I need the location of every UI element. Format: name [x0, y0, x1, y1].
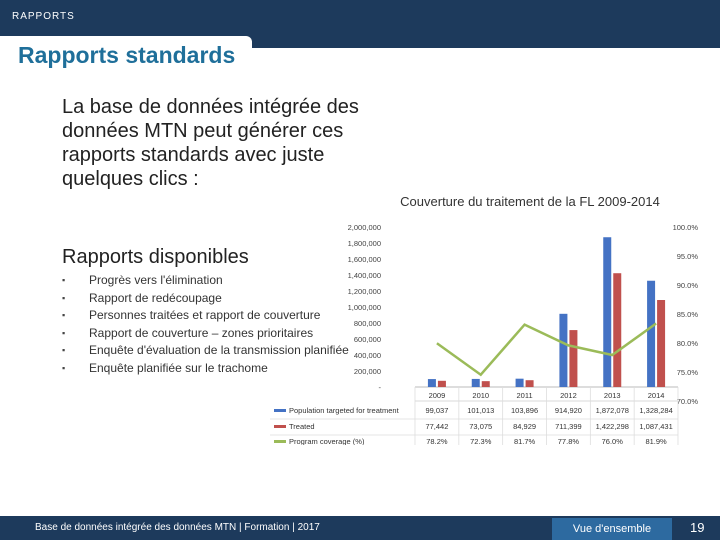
y2-tick-label: 90.0% [676, 281, 698, 290]
table-cell: 99,037 [425, 406, 449, 415]
bullet-icon: ▪ [62, 327, 66, 338]
table-cell: 103,896 [511, 406, 539, 415]
bar [569, 330, 577, 387]
reports-heading: Rapports disponibles [62, 246, 249, 268]
bullet-icon: ▪ [62, 275, 66, 285]
table-cell: 77,442 [425, 422, 449, 431]
footer-text: Base de données intégrée des données MTN | Formation | 2017 [35, 522, 320, 533]
table-cell: 73,075 [469, 422, 493, 431]
bar [428, 379, 436, 387]
bar [613, 273, 621, 387]
legend-label: Treated [289, 422, 315, 431]
y-tick-label: 600,000 [353, 335, 381, 344]
report-item-label: Enquête planifiée sur le trachome [89, 360, 268, 375]
intro-text: La base de données intégrée des données MTN peut générer ces rapports standards avec juste quelques clics : [62, 96, 359, 190]
category-label: 2013 [603, 391, 621, 400]
y2-tick-label: 85.0% [676, 310, 698, 319]
y2-tick-label: 95.0% [676, 252, 698, 261]
report-item-label: Personnes traitées et rapport de couverture [89, 308, 321, 322]
table-cell: 77.8% [557, 437, 580, 445]
bar [516, 379, 524, 387]
y2-tick-label: 70.0% [676, 397, 698, 406]
y-tick-label: 200,000 [353, 367, 381, 376]
category-label: 2011 [516, 391, 533, 400]
category-label: 2014 [647, 391, 665, 400]
y-tick-label: 1,800,000 [347, 239, 381, 248]
table-cell: 81.7% [513, 437, 536, 445]
table-cell: 1,087,431 [639, 422, 673, 431]
bullet-icon: ▪ [62, 292, 66, 303]
table-cell: 711,399 [555, 422, 582, 431]
table-cell: 81.9% [645, 437, 667, 445]
bar [438, 381, 446, 387]
y-tick-label: 400,000 [353, 351, 381, 360]
y2-tick-label: 100.0% [672, 223, 698, 232]
bar [647, 281, 655, 387]
section-label: RAPPORTS [12, 11, 75, 22]
category-label: 2012 [560, 391, 577, 400]
y-tick-label: 1,000,000 [347, 303, 381, 312]
report-item-label: Rapport de couverture – zones prioritaires [89, 325, 314, 340]
bar [526, 380, 534, 387]
y-tick-label: 1,400,000 [347, 271, 381, 280]
legend-key [274, 425, 286, 428]
table-cell: 914,920 [554, 406, 582, 415]
chart-title: Couverture du traitement de la FL 2009-2014 [400, 194, 660, 209]
y-tick-label: 800,000 [353, 319, 381, 328]
y-tick-label: 2,000,000 [347, 223, 381, 232]
coverage-chart [270, 215, 700, 445]
bar [603, 237, 611, 387]
y-tick-label: 1,200,000 [347, 287, 381, 296]
coverage-line [437, 324, 656, 375]
table-cell: 84,929 [513, 422, 537, 431]
bar [472, 379, 480, 387]
y-tick-label: - [378, 383, 381, 392]
bar [657, 300, 665, 387]
y-tick-label: 1,600,000 [347, 255, 381, 264]
table-cell: 1,422,298 [595, 422, 629, 431]
bar [559, 314, 567, 387]
report-item-label: Progrès vers l'élimination [89, 273, 223, 287]
bullet-icon: ▪ [62, 362, 66, 373]
table-cell: 76.0% [601, 437, 623, 445]
bar [482, 381, 490, 387]
table-cell: 78.2% [426, 437, 448, 445]
page-title: Rapports standards [18, 42, 236, 68]
legend-key [274, 440, 286, 443]
legend-label: Population targeted for treatment [289, 406, 399, 415]
table-cell: 1,328,284 [639, 406, 673, 415]
table-cell: 101,013 [467, 406, 495, 415]
table-cell: 1,872,078 [595, 406, 629, 415]
bullet-icon: ▪ [62, 310, 66, 320]
bullet-icon: ▪ [62, 345, 66, 355]
legend-key [274, 409, 286, 412]
category-label: 2010 [472, 391, 490, 400]
report-item-label: Rapport de redécoupage [89, 290, 222, 305]
overview-link[interactable]: Vue d'ensemble [552, 518, 672, 540]
table-cell: 72.3% [470, 437, 492, 445]
legend-label: Program coverage (%) [289, 437, 365, 445]
report-item-label: Enquête d'évaluation de la transmission planifiée [89, 343, 349, 357]
page-number: 19 [690, 520, 705, 535]
y2-tick-label: 80.0% [676, 339, 698, 348]
category-label: 2009 [428, 391, 446, 400]
y2-tick-label: 75.0% [676, 368, 698, 377]
